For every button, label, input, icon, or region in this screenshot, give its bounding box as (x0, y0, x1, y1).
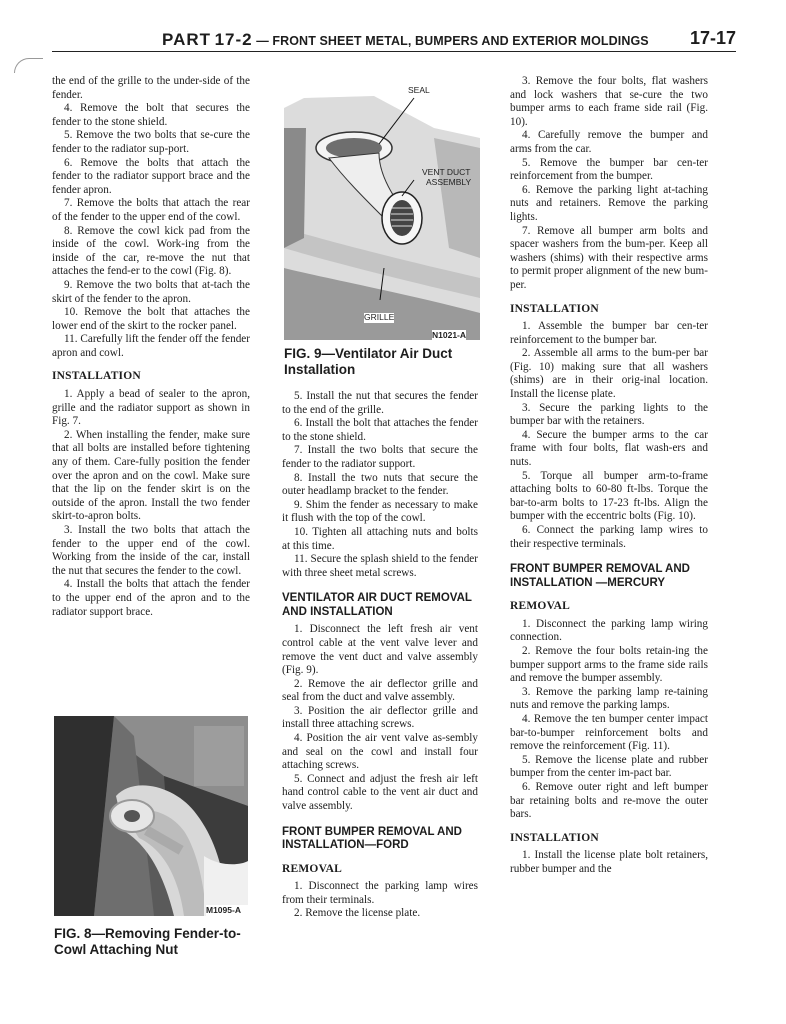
step: 4. Install the bolts that attach the fender to the upper end of the apron and to the radiator support brace. (52, 578, 250, 618)
step: 5. Remove the two bolts that se-cure the fender to the radiator sup-port. (52, 129, 250, 155)
column-3 (510, 75, 708, 876)
running-title (162, 30, 649, 50)
installation-heading: INSTALLATION (52, 370, 141, 383)
step: 3. Secure the parking lights to the bumper bar with the retainers. (510, 401, 708, 428)
step: 7. Remove all bumper arm bolts and spacer washers from the bum-per. Keep all washers (shims) with their respective arms to permit proper alignment of the new bum-per. (510, 224, 708, 291)
page-number: 17-17 (689, 28, 736, 48)
step: 5. Remove the bumper bar cen-ter reinforcement from the bumper. (510, 156, 708, 183)
step: 7. Install the two bolts that secure the fender to the radiator support. (282, 444, 478, 470)
step: 5. Remove the license plate and rubber bumper from the center im-pact bar. (510, 753, 708, 780)
vent-duct-drawing (284, 68, 480, 340)
step: 6. Remove the parking light at-taching nuts and retainers. Remove the parking lights. (510, 183, 708, 223)
column-2 (282, 390, 478, 921)
step: 10. Remove the bolt that attaches the lower end of the skirt to the rocker panel. (52, 306, 250, 332)
step: 5. Torque all bumper arm-to-frame attaching bolts to 60-80 ft-lbs. Torque the bar-to-arm bolts to 17-23 ft-lbs. Align the bumper with the eccentric bolts (Fig. 10). (510, 469, 708, 523)
paragraph: the end of the grille to the under-side of the fender. (52, 75, 250, 101)
step: 8. Install the two nuts that secure the outer headlamp bracket to the fender. (282, 471, 478, 498)
step: 3. Install the two bolts that attach the fender to the upper end of the cowl. Working from the inside of the car, install the nut that secures the fender to the cowl. (52, 524, 250, 577)
step: 11. Carefully lift the fender off the fender apron and cowl. (52, 333, 250, 359)
step: 6. Remove the bolts that attach the fender to the radiator support brace and the fender apron. (52, 156, 250, 196)
step: 6. Connect the parking lamp wires to their respective terminals. (510, 524, 708, 550)
step: 9. Remove the two bolts that at-tach the skirt of the fender to the apron. (52, 278, 250, 305)
step: 6. Remove outer right and left bumper bar retaining bolts and re-move the outer bars. (510, 780, 708, 821)
step: 11. Secure the splash shield to the fender with three sheet metal screws. (282, 553, 478, 579)
label-seal: SEAL (408, 85, 430, 95)
step: 1. Assemble the bumper bar cen-ter reinforcement to the bumper bar. (510, 320, 708, 346)
step: 2. Assemble all arms to the bum-per bar (Fig. 10) making sure that all washers (shims) are in their orig-inal location. Install the license plate. (510, 347, 708, 401)
step: 1. Install the license plate bolt retainers, rubber bumper and the (510, 849, 708, 875)
part-prefix: PART (162, 30, 212, 49)
step: 4. Secure the bumper arms to the car frame with four bolts, flat wash-ers and nuts. (510, 428, 708, 469)
step: 5. Connect and adjust the fresh air left hand control cable to the vent air duct and valve assembly. (282, 772, 478, 813)
step: 4. Remove the ten bumper center impact bar-to-bumper reinforcement bolts and remove the reinforcement (Fig. 11). (510, 712, 708, 753)
page-header (52, 26, 736, 52)
step: 3. Remove the four bolts, flat washers and lock washers that se-cure the two bumper arms to each frame side rail (Fig. 10). (510, 75, 708, 128)
step: 7. Remove the bolts that attach the rear of the fender to the upper end of the cowl. (52, 197, 250, 223)
fig-8-photo (54, 716, 248, 916)
step: 4. Position the air vent valve as-sembly and seal on the cowl and install four attaching screws. (282, 732, 478, 772)
mercury-removal-heading: REMOVAL (510, 600, 570, 613)
step: 3. Position the air deflector grille and install three attaching screws. (282, 704, 478, 731)
step: 4. Remove the bolt that secures the fender to the stone shield. (52, 102, 250, 128)
label-vent-assembly: ASSEMBLY (426, 177, 472, 187)
header-rule (52, 51, 736, 52)
column-1 (52, 75, 250, 619)
step: 8. Remove the cowl kick pad from the inside of the cowl. Work-ing from the inside of the car, re-move the nut that attaches the fend-er to the cowl (Fig. 8). (52, 224, 250, 278)
step: 1. Apply a bead of sealer to the apron, grille and the radiator support as shown in Fig. 7. (52, 388, 250, 428)
vent-duct-heading: VENTILATOR AIR DUCT REMOVAL AND INSTALLATION (282, 592, 472, 618)
fig-9-caption: FIG. 9—Ventilator Air Duct Installation (284, 346, 453, 377)
section-title: — FRONT SHEET METAL, BUMPERS AND EXTERIOR MOLDINGS (256, 34, 649, 48)
step: 1. Disconnect the left fresh air vent control cable at the vent valve lever and remove the vent duct and valve assembly (Fig. 9). (282, 623, 478, 677)
step: 5. Install the nut that secures the fender to the end of the grille. (282, 390, 478, 416)
step: 10. Tighten all attaching nuts and bolts at this time. (282, 525, 478, 552)
installation-heading: INSTALLATION (510, 302, 599, 315)
fender-nut-photo (54, 716, 248, 916)
label-vent-duct: VENT DUCT (422, 167, 471, 177)
mercury-installation-heading: INSTALLATION (510, 831, 599, 844)
step: 6. Install the bolt that attaches the fender to the stone shield. (282, 417, 478, 443)
ford-bumper-heading: FRONT BUMPER REMOVAL AND INSTALLATION—FORD (282, 825, 462, 852)
step: 9. Shim the fender as necessary to make it flush with the top of the cowl. (282, 498, 478, 525)
ford-removal-heading: REMOVAL (282, 862, 342, 875)
part-number: 17-2 (214, 30, 253, 49)
fig-9-code: N1021-A (432, 330, 467, 340)
page-corner-mark (14, 58, 43, 73)
step: 2. Remove the four bolts retain-ing the bumper support arms to the frame side rails and remove the bumper assembly. (510, 644, 708, 685)
fig-8-caption: FIG. 8—Removing Fender-to-Cowl Attaching Nut (54, 926, 241, 957)
step: 4. Carefully remove the bumper and arms from the car. (510, 129, 708, 155)
mercury-bumper-heading: FRONT BUMPER REMOVAL AND INSTALLATION —MERCURY (510, 563, 690, 589)
step: 1. Disconnect the parking lamp wiring connection. (510, 617, 708, 644)
step: 2. When installing the fender, make sure that all bolts are installed before tightening any of them. Care-fully position the fender over the apron and on the cowl. Make sure that the lip on the fender skirt is on the outside of the apron. Install the two fender skirt-to-apron bolts. (52, 428, 250, 523)
fig-9-illustration (284, 68, 480, 340)
step: 2. Remove the air deflector grille and seal from the duct and valve assembly. (282, 677, 478, 704)
step: 1. Disconnect the parking lamp wires from their terminals. (282, 880, 478, 906)
step: 2. Remove the license plate. (294, 907, 421, 920)
label-grille: GRILLE (364, 312, 395, 322)
fig-8-code: M1095-A (206, 905, 241, 915)
step: 3. Remove the parking lamp re-taining nuts and remove the parking lamps. (510, 685, 708, 712)
